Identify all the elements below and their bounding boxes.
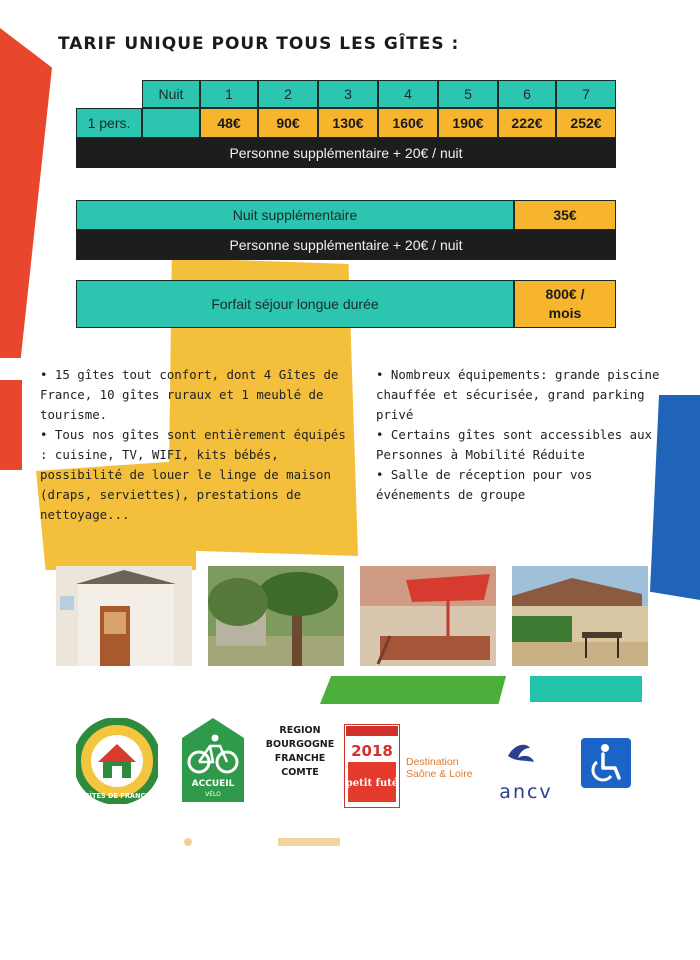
- amenities-list-right: [376, 365, 671, 505]
- page-title: TARIF UNIQUE POUR TOUS LES GÎTES :: [58, 34, 460, 54]
- wheelchair-icon: [581, 738, 631, 788]
- list-item: • Certains gîtes sont accessibles aux Personnes à Mobilité Réduite: [376, 427, 653, 462]
- price-cell: 222€: [498, 108, 556, 138]
- long-stay-price-unit: mois: [548, 305, 582, 321]
- petit-fute-year: 2018: [351, 742, 393, 760]
- night-count: 6: [498, 80, 556, 108]
- region-line: FRANCHE: [274, 753, 326, 764]
- extra-person-note: Personne supplémentaire + 20€ / nuit: [76, 138, 616, 168]
- nights-header-label: Nuit: [142, 80, 200, 108]
- bird-icon: [508, 745, 534, 762]
- list-item: • Nombreux équipements: grande piscine chauffée et sécurisée, grand parking privé: [376, 367, 660, 422]
- night-count: 1: [200, 80, 258, 108]
- night-count: 2: [258, 80, 318, 108]
- photo-terrace-umbrella: [360, 566, 496, 666]
- photo-garden-house: [512, 566, 648, 666]
- extra-person-note: Personne supplémentaire + 20€ / nuit: [76, 230, 616, 260]
- extra-night-price: 35€: [514, 200, 616, 230]
- empty-cell: [142, 108, 200, 138]
- footer-divider: [182, 832, 530, 842]
- region-line: COMTE: [281, 767, 319, 778]
- long-stay-price-amount: 800€ /: [545, 286, 585, 302]
- night-count: 5: [438, 80, 498, 108]
- gites-de-france-logo: [76, 718, 158, 804]
- accueil-label: ACCUEIL: [191, 779, 235, 789]
- price-cell: 48€: [200, 108, 258, 138]
- price-cell: 190€: [438, 108, 498, 138]
- velo-label: VÉLO: [205, 791, 221, 798]
- decor-red-shape: [0, 28, 52, 358]
- ancv-logo: [486, 738, 566, 802]
- night-count: 3: [318, 80, 378, 108]
- gites-de-france-label: GÎTES DE FRANCE: [84, 792, 150, 800]
- list-item: • 15 gîtes tout confort, dont 4 Gîtes de France, 10 gîtes ruraux et 1 meublé de tourisme.: [40, 367, 339, 422]
- row-label: 1 pers.: [76, 108, 142, 138]
- photo-garden-palm: [208, 566, 344, 666]
- decor-green-bar: [320, 676, 506, 704]
- petit-fute-logo: [344, 724, 400, 808]
- long-stay-label: Forfait séjour longue durée: [76, 280, 514, 328]
- price-cell: 252€: [556, 108, 616, 138]
- night-count: 4: [378, 80, 438, 108]
- accueil-velo-logo: [182, 718, 244, 802]
- price-cell: 90€: [258, 108, 318, 138]
- long-stay-price: [514, 280, 616, 328]
- decor-red-strip: [0, 380, 22, 470]
- extra-night-label: Nuit supplémentaire: [76, 200, 514, 230]
- region-line: REGION: [279, 725, 321, 736]
- petit-fute-name: petit futé: [345, 778, 399, 789]
- list-item: • Salle de réception pour vos événements de groupe: [376, 467, 593, 502]
- region-bourgogne-logo: [262, 724, 338, 780]
- ancv-label: ancv: [499, 781, 553, 802]
- night-count: 7: [556, 80, 616, 108]
- decor-teal-bar: [530, 676, 642, 702]
- destination-line: Saône & Loire: [406, 768, 473, 780]
- destination-line: Destination: [406, 756, 459, 768]
- destination-saone-loire-logo: [406, 756, 486, 780]
- photo-gite-entrance: [56, 566, 192, 666]
- price-cell: 130€: [318, 108, 378, 138]
- amenities-list-left: [40, 365, 350, 525]
- region-line: BOURGOGNE: [265, 739, 335, 750]
- price-cell: 160€: [378, 108, 438, 138]
- list-item: • Tous nos gîtes sont entièrement équipés : cuisine, TV, WIFI, kits bébés, possibilité de louer le linge de maison (draps, serviettes), prestations de nettoyage...: [40, 427, 346, 522]
